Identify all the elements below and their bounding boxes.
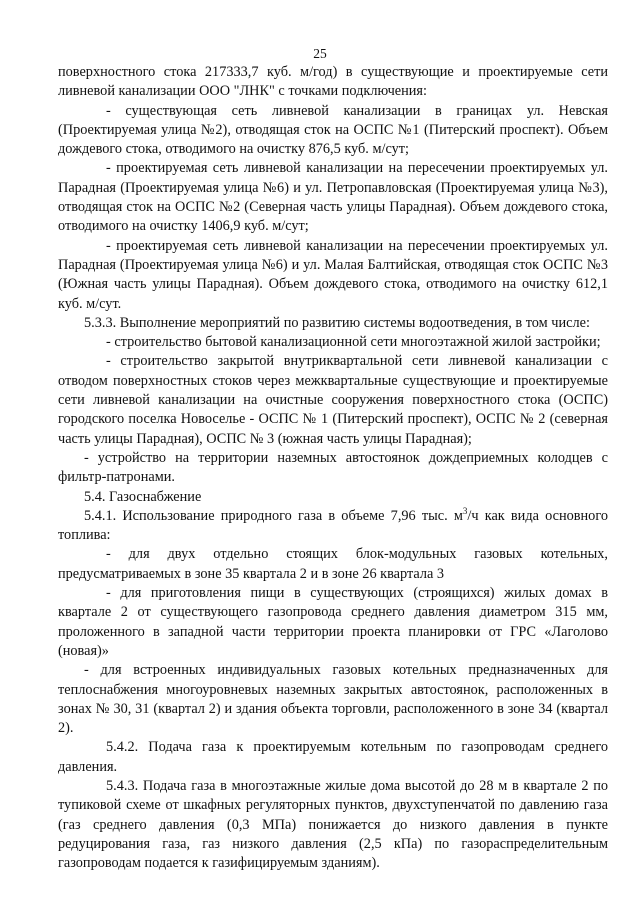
list-item: - строительство закрытой внутриквартальной сети ливневой канализации с отводом поверхностных стоков через межквартальные существующие и проектируемые сети ливневой канализации на очистные сооружения поверхностного стока (ОСПС) городского поселка Новоселье - ОСПС № 1 (Питерский проспект), ОСПС № 2 (северная часть улицы Парадная), ОСПС № 3 (южная часть улицы Парадная); <box>58 353 608 447</box>
gas-usage-paragraph <box>58 507 608 546</box>
list-item: - проектируемая сеть ливневой канализации на пересечении проектируемых ул. Парадная (Проектируемая улица №6) и ул. Малая Балтийская, отводящая сток ОСПС №3 (Южная часть улицы Парадная). Объем дождевого стока, отводимого на очистку 612,1 куб. м/сут. <box>58 237 608 312</box>
list-item: - устройство на территории наземных автостоянок дождеприемных колодцев с фильтр-патронами. <box>58 449 608 486</box>
unit-superscript: 3 <box>462 506 468 517</box>
section-heading: 5.4. Газоснабжение <box>84 488 202 505</box>
list-item: - существующая сеть ливневой канализации в границах ул. Невская (Проектируемая улица №2), отводящая сток на ОСПС №1 (Питерский проспект). Объем дождевого стока, отводимого на очистку 876,5 куб. м/сут; <box>58 102 608 158</box>
paragraph: поверхностного стока 217333,7 куб. м/год) в существующие и проектируемые сети ливневой канализации ООО "ЛНК" с точками подключения: <box>58 64 608 100</box>
document-body <box>58 63 608 873</box>
list-item: - для встроенных индивидуальных газовых котельных предназначенных для теплоснабжения многоуровневых наземных закрытых автостоянок, расположенных в зонах № 30, 31 (квартал 2) и здания объекта торговли, расположенного в зоне 34 (квартал 2). <box>58 662 608 737</box>
list-item: - для двух отдельно стоящих блок-модульных газовых котельных, предусматриваемых в зоне 35 квартала 2 и в зоне 26 квартала 3 <box>58 546 608 582</box>
paragraph: 5.4.3. Подача газа в многоэтажные жилые дома высотой до 28 м в квартале 2 по тупиковой схеме от шкафных регуляторных пунктов, двухступенчатой по давлению газа (газ среднего давления (0,3 МПа) понижается до низкого давления в пункте редуцирования газа, газ низкого давления (2,5 кПа) по газораспределительным газопроводам подается к газифицируемым зданиям). <box>58 777 608 872</box>
gas-usage-text: 5.4.1. Использование природного газа в объеме 7,96 тыс. м <box>84 507 463 524</box>
list-item: - строительство бытовой канализационной сети многоэтажной жилой застройки; <box>106 334 601 351</box>
list-item: - проектируемая сеть ливневой канализации на пересечении проектируемых ул. Парадная (Проектируемая улица №6) и ул. Петропавловская (Проектируемая улица №3), отводящая сток на ОСПС №2 (Северная часть улицы Парадная). Объем дождевого стока, отводимого на очистку 1406,9 куб. м/сут; <box>58 160 608 235</box>
gas-usage-text-end: /ч как вида основного топлива: <box>58 507 608 544</box>
section-heading: 5.3.3. Выполнение мероприятий по развитию системы водоотведения, в том числе: <box>84 314 590 331</box>
page-number: 25 <box>313 46 327 61</box>
paragraph: 5.4.2. Подача газа к проектируемым котельным по газопроводам среднего давления. <box>58 739 608 775</box>
list-item: - для приготовления пищи в существующих (строящихся) жилых домах в квартале 2 от существующего газопровода среднего давления диаметром 315 мм, проложенного в западной части территории проекта планировки от ГРС «Лаголово (новая)» <box>58 585 608 659</box>
